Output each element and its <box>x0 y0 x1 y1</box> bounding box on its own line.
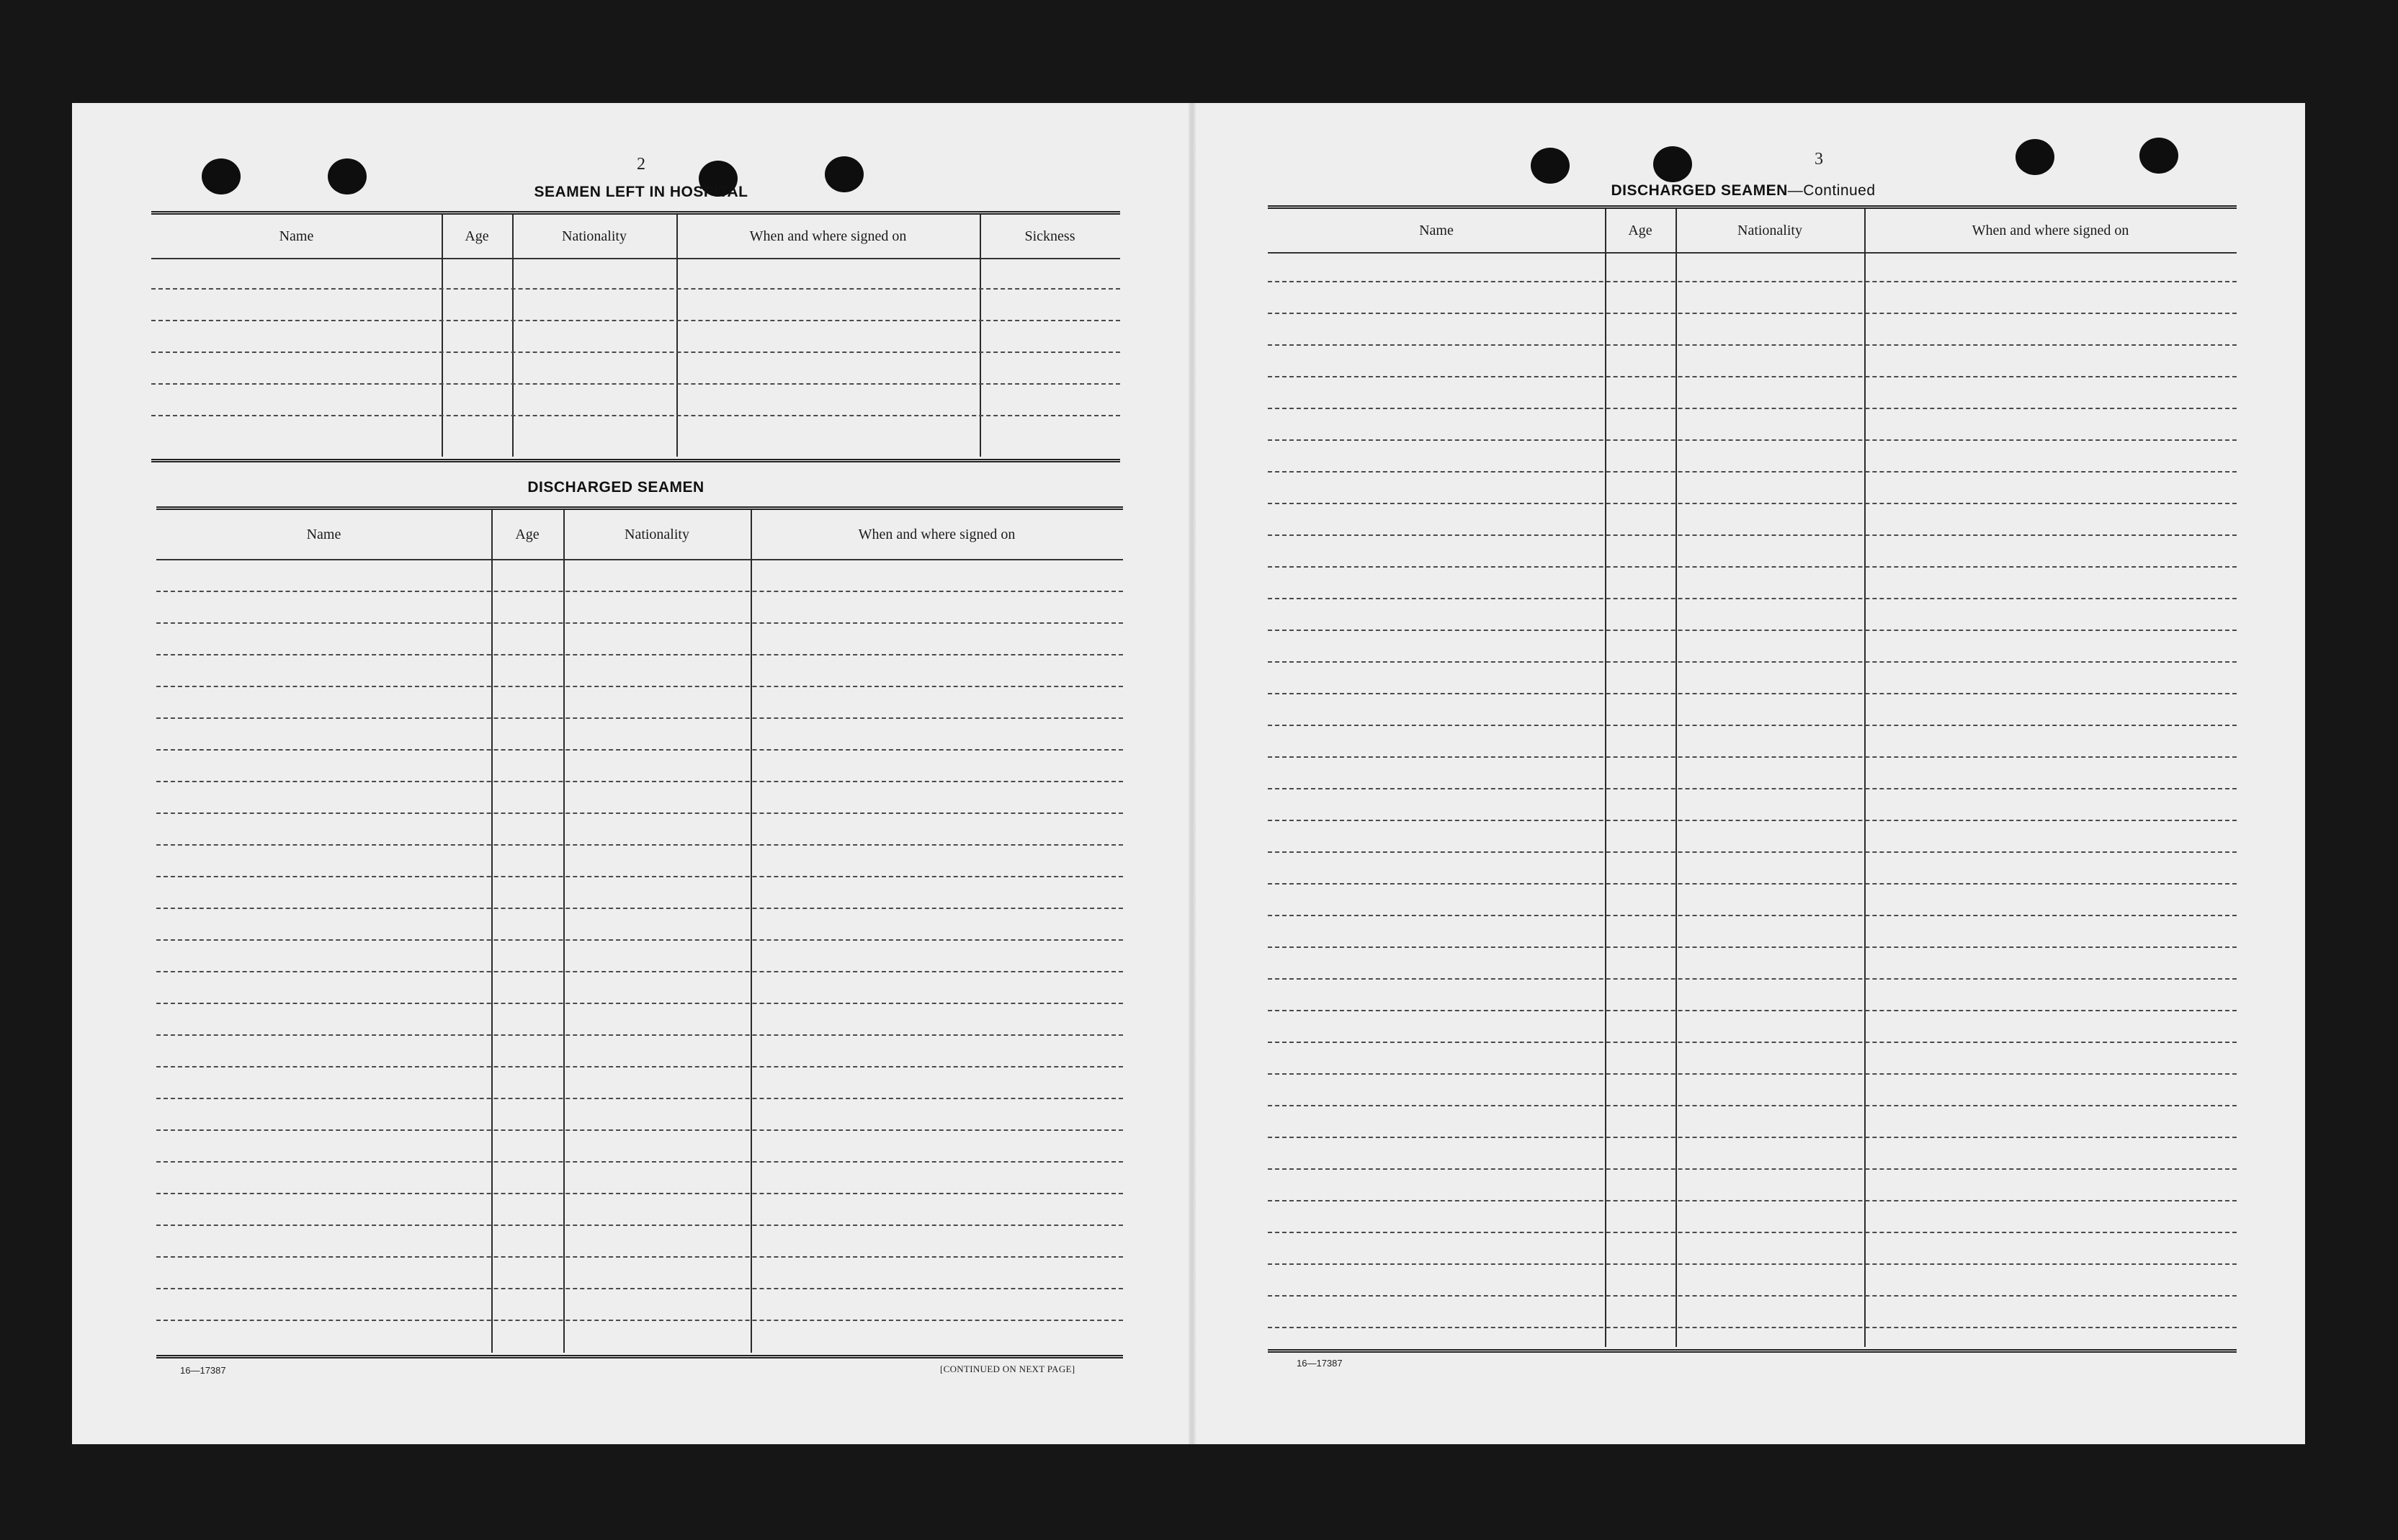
table-row <box>156 749 1123 751</box>
hospital-table <box>151 211 1120 457</box>
table-row <box>1268 915 2237 916</box>
ledger-sheet <box>72 103 2305 1444</box>
table-row <box>156 876 1123 877</box>
column-divider <box>1676 209 1677 1347</box>
form-number: 16—17387 <box>1297 1358 1343 1369</box>
table-row <box>156 591 1123 592</box>
column-header-age: Age <box>1628 222 1652 238</box>
table-row <box>1268 1168 2237 1170</box>
table-row <box>156 1003 1123 1004</box>
table-row <box>1268 1010 2237 1011</box>
table-row <box>151 288 1120 290</box>
table-row <box>156 844 1123 846</box>
table-row <box>156 1034 1123 1036</box>
table-row <box>156 1129 1123 1131</box>
table-row <box>1268 566 2237 568</box>
table-row <box>1268 1232 2237 1233</box>
table-row <box>1268 503 2237 504</box>
column-header-age: Age <box>465 228 489 244</box>
table-row <box>1268 661 2237 663</box>
form-number: 16—17387 <box>180 1365 226 1376</box>
table-row <box>1268 471 2237 473</box>
column-header-sickness: Sickness <box>1024 228 1075 244</box>
table-row <box>1268 1042 2237 1043</box>
column-divider <box>491 510 493 1353</box>
table-row <box>156 908 1123 909</box>
column-divider <box>980 215 981 457</box>
table-row <box>156 1098 1123 1099</box>
column-divider <box>1864 209 1866 1347</box>
column-divider <box>1605 209 1606 1347</box>
table-row <box>1268 281 2237 282</box>
hospital-table-header <box>151 215 1120 259</box>
column-header-signed-on: When and where signed on <box>749 228 907 244</box>
left-page <box>72 103 1189 1444</box>
table-row <box>1268 851 2237 853</box>
table-row <box>156 717 1123 719</box>
discharged-table-header <box>156 510 1123 560</box>
table-row <box>156 1066 1123 1067</box>
section-title-suffix: —Continued <box>1787 182 1876 199</box>
table-row <box>156 1193 1123 1194</box>
column-header-nationality: Nationality <box>562 228 627 244</box>
table-row <box>1268 978 2237 980</box>
table-row <box>151 320 1120 321</box>
column-header-signed-on: When and where signed on <box>1972 222 2129 238</box>
column-header-signed-on: When and where signed on <box>858 526 1016 542</box>
table-row <box>1268 1105 2237 1106</box>
table-row <box>1268 725 2237 726</box>
table-row <box>1268 313 2237 314</box>
table-row <box>156 1288 1123 1289</box>
table-row <box>1268 598 2237 599</box>
table-row <box>1268 946 2237 948</box>
discharged-continued-header <box>1268 209 2237 254</box>
table-row <box>151 383 1120 385</box>
table-row <box>1268 439 2237 441</box>
table-bottom-rule <box>156 1355 1123 1358</box>
table-row <box>156 939 1123 941</box>
table-row <box>1268 883 2237 885</box>
continued-note: [CONTINUED ON NEXT PAGE] <box>940 1364 1075 1374</box>
right-page <box>1189 103 2305 1444</box>
table-row <box>1268 630 2237 631</box>
table-row <box>1268 820 2237 821</box>
discharged-section-title: DISCHARGED SEAMEN <box>527 479 704 496</box>
table-row <box>156 971 1123 972</box>
table-row <box>156 654 1123 655</box>
column-header-name: Name <box>279 228 314 244</box>
table-row <box>1268 1327 2237 1328</box>
table-row <box>156 1256 1123 1258</box>
table-row <box>156 1225 1123 1226</box>
column-divider <box>512 215 514 457</box>
table-row <box>156 781 1123 782</box>
column-header-name: Name <box>306 526 341 542</box>
table-row <box>156 1320 1123 1321</box>
discharged-continued-title <box>1542 182 1945 200</box>
table-row <box>156 812 1123 814</box>
table-row <box>1268 1073 2237 1075</box>
column-divider <box>751 510 752 1353</box>
table-row <box>156 1161 1123 1163</box>
table-row <box>151 415 1120 416</box>
table-row <box>156 686 1123 687</box>
table-row <box>1268 534 2237 536</box>
table-row <box>1268 756 2237 758</box>
discharged-table <box>156 506 1123 1353</box>
table-row <box>1268 788 2237 789</box>
section-title-text: DISCHARGED SEAMEN <box>1611 182 1788 199</box>
column-divider <box>563 510 565 1353</box>
discharged-continued-table <box>1268 205 2237 1347</box>
column-header-nationality: Nationality <box>625 526 689 542</box>
table-row <box>1268 376 2237 377</box>
table-row <box>151 352 1120 353</box>
page-number: 2 <box>637 155 645 174</box>
table-row <box>1268 344 2237 346</box>
hospital-section-title: SEAMEN LEFT IN HOSPITAL <box>534 184 748 200</box>
column-header-age: Age <box>515 526 540 542</box>
column-divider <box>442 215 443 457</box>
table-bottom-rule <box>1268 1349 2237 1353</box>
table-row <box>1268 1263 2237 1265</box>
table-row <box>156 622 1123 624</box>
column-header-name: Name <box>1419 222 1454 238</box>
column-header-nationality: Nationality <box>1737 222 1802 238</box>
table-row <box>1268 408 2237 409</box>
page-number: 3 <box>1815 150 1823 169</box>
table-row <box>1268 1200 2237 1201</box>
table-row <box>1268 693 2237 694</box>
column-divider <box>676 215 678 457</box>
table-bottom-rule <box>151 459 1120 462</box>
table-row <box>1268 1137 2237 1138</box>
table-row <box>1268 1295 2237 1297</box>
